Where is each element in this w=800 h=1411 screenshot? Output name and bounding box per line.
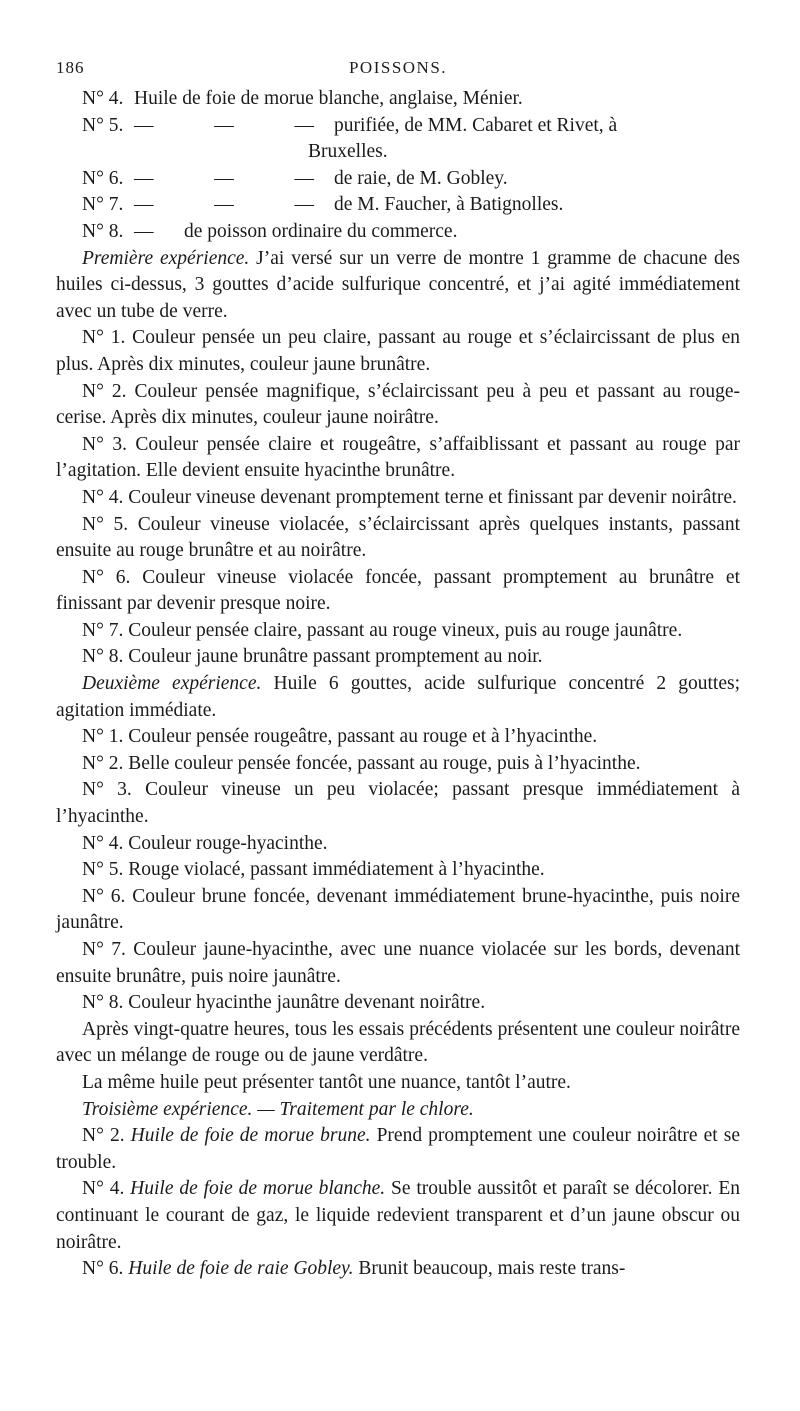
ditto-dash: — — [134, 114, 154, 136]
list-text: purifiée, de MM. Cabaret et Rivet, à — [334, 114, 618, 136]
list-text: de M. Faucher, à Batignolles. — [334, 194, 564, 216]
sample-number: N° 6. — [82, 566, 131, 588]
paragraph-text: Couleur vineuse violacée foncée, passant promptement au brunâtre et finissant par devenir presque noire. — [56, 566, 740, 615]
sample-number: N° 7. — [82, 619, 124, 641]
list-number: N° 6. — [82, 167, 124, 189]
ditto-dashes — [134, 166, 334, 193]
sample-number: N° 4. — [82, 486, 124, 508]
ditto-dash: — — [214, 114, 234, 136]
ditto-dash: — — [294, 194, 314, 216]
list-text: de raie, de M. Gobley. — [334, 167, 508, 189]
sample-number: N° 7. — [82, 939, 126, 960]
sample-number: N° 3. — [82, 779, 132, 801]
book-page — [56, 58, 740, 1283]
paragraph-result — [56, 937, 740, 990]
ditto-dashes — [134, 113, 334, 140]
running-head: POISSONS. — [348, 58, 448, 77]
list-text-continuation: Bruxelles. — [308, 141, 388, 163]
paragraph-result — [56, 618, 740, 645]
list-item-oil-4 — [82, 86, 740, 113]
paragraph-third-experiment — [56, 1097, 740, 1124]
list-item-oil-6 — [82, 166, 740, 193]
paragraph-text: Prend promptement une couleur noirâtre et se trouble. — [56, 1125, 740, 1173]
paragraph-text: Couleur pensée un peu claire, passant au rouge et s’éclaircissant de plus en plus. Après dix minutes, couleur jaune brunâtre. — [56, 327, 740, 375]
paragraph-result — [56, 990, 740, 1017]
paragraph-text: Couleur rouge-hyacinthe. — [123, 832, 328, 854]
paragraph-text: Couleur jaune brunâtre passant promptement au noir. — [123, 646, 543, 668]
paragraph-result — [56, 565, 740, 618]
paragraph-text: Couleur pensée rougeâtre, passant au rouge et à l’hyacinthe. — [123, 726, 598, 748]
list-text: Huile de foie de morue blanche, anglaise, Ménier. — [134, 88, 523, 109]
paragraph-result — [56, 1176, 740, 1256]
page-header — [56, 58, 740, 86]
paragraph-text: Couleur vineuse devenant promptement terne et finissant par devenir noirâtre. — [123, 486, 737, 508]
paragraph-result — [56, 379, 740, 432]
list-item-oil-7 — [82, 192, 740, 219]
sample-number: N° 2. — [82, 1125, 125, 1147]
sample-number: N° 4. — [82, 1178, 125, 1200]
sample-number: N° 2. — [82, 380, 127, 402]
list-number: N° 4. — [82, 88, 124, 109]
sample-number: N° 2. — [82, 752, 124, 774]
paragraph-text: Huile 6 gouttes, acide sulfurique concentré 2 gouttes; agitation immédiate. — [56, 673, 740, 721]
sample-name-italic: Huile de foie de morue brune. — [124, 1125, 371, 1147]
page-number: 186 — [56, 58, 85, 77]
sample-name-italic: Huile de foie de morue blanche. — [124, 1178, 386, 1200]
sample-number: N° 8. — [82, 646, 124, 668]
sample-number: N° 8. — [82, 992, 124, 1014]
ditto-dashes — [134, 192, 334, 219]
paragraph-text: Couleur jaune-hyacinthe, avec une nuance violacée sur les bords, devenant ensuite brunâtre, puis noire jaunâtre. — [56, 939, 740, 987]
list-text: de poisson ordinaire du commerce. — [184, 220, 458, 242]
sample-number: N° 1. — [82, 327, 126, 349]
paragraph-result — [56, 1256, 740, 1283]
paragraph-text: Belle couleur pensée foncée, passant au rouge, puis à l’hyacinthe. — [123, 752, 641, 774]
paragraph-result — [56, 831, 740, 858]
list-item-oil-8 — [82, 219, 740, 246]
paragraph-result — [56, 884, 740, 937]
paragraph-result — [56, 777, 740, 830]
list-number: N° 7. — [82, 194, 124, 216]
ditto-dash: — — [294, 114, 314, 136]
sample-number: N° 3. — [82, 433, 127, 455]
paragraph-observation — [56, 1070, 740, 1097]
paragraph-text: Après vingt-quatre heures, tous les essais précédents présentent une couleur noirâtre avec un mélange de rouge ou de jaune verdâtre. — [56, 1018, 740, 1067]
sample-number: N° 1. — [82, 726, 124, 748]
paragraph-result — [56, 724, 740, 751]
paragraph-second-experiment — [56, 671, 740, 724]
ditto-dash: — — [214, 167, 234, 189]
page-body — [56, 86, 740, 1283]
ditto-dash: — — [134, 167, 154, 189]
paragraph-text: Couleur pensée claire et rougeâtre, s’affaiblissant et passant au rouge par l’agitation. Elle devient ensuite hyacinthe brunâtre. — [56, 433, 740, 482]
sample-number: N° 5. — [82, 513, 129, 535]
sample-name-italic: Huile de foie de raie Gobley. — [123, 1258, 354, 1280]
paragraph-result — [56, 857, 740, 884]
paragraph-result — [56, 644, 740, 671]
paragraph-text: Brunit beaucoup, mais reste trans- — [353, 1258, 626, 1280]
sample-number: N° 6. — [82, 1258, 124, 1280]
ditto-dash: — — [134, 194, 154, 216]
paragraph-first-experiment — [56, 246, 740, 326]
section-heading-italic: Troisième expérience. — Traitement par le chlore. — [82, 1098, 474, 1120]
paragraph-observation — [56, 1017, 740, 1070]
section-heading-italic: Première expérience. — [82, 247, 250, 269]
paragraph-text: Couleur hyacinthe jaunâtre devenant noirâtre. — [123, 992, 486, 1014]
paragraph-result — [56, 485, 740, 512]
sample-number: N° 6. — [82, 885, 126, 907]
paragraph-result — [56, 751, 740, 778]
paragraph-text: Couleur vineuse violacée, s’éclaircissant après quelques instants, passant ensuite au rouge brunâtre et au noirâtre. — [56, 513, 740, 562]
paragraph-text: Couleur vineuse un peu violacée; passant presque immédiatement à l’hyacinthe. — [56, 779, 740, 828]
paragraph-text: La même huile peut présenter tantôt une nuance, tantôt l’autre. — [82, 1071, 571, 1093]
ditto-dash: — — [214, 194, 234, 216]
paragraph-text: Rouge violacé, passant immédiatement à l’hyacinthe. — [123, 859, 545, 881]
list-number: N° 5. — [82, 114, 124, 136]
paragraph-text: Se trouble aussitôt et paraît se décolorer. En continuant le courant de gaz, le liquide redevient transparent et d’un jaune obscur ou noirâtre. — [56, 1178, 740, 1253]
paragraph-text: Couleur brune foncée, devenant immédiatement brune-hyacinthe, puis noire jaunâtre. — [56, 885, 740, 934]
paragraph-result — [56, 1123, 740, 1176]
paragraph-text: Couleur pensée claire, passant au rouge vineux, puis au rouge jaunâtre. — [123, 619, 683, 641]
list-number: N° 8. — [82, 220, 124, 242]
sample-number: N° 4. — [82, 832, 124, 854]
paragraph-text: J’ai versé sur un verre de montre 1 gramme de chacune des huiles ci-dessus, 3 gouttes d’acide sulfurique concentré, et j’ai agité immédiatement avec un tube de verre. — [56, 247, 740, 322]
sample-number: N° 5. — [82, 859, 124, 881]
section-heading-italic: Deuxième expérience. — [82, 673, 262, 695]
list-item-oil-5 — [56, 113, 740, 166]
paragraph-text: Couleur pensée magnifique, s’éclaircissant peu à peu et passant au rouge-cerise. Après dix minutes, couleur jaune noirâtre. — [56, 380, 740, 429]
ditto-dash: — — [294, 167, 314, 189]
paragraph-result — [56, 432, 740, 485]
paragraph-result — [56, 325, 740, 378]
paragraph-result — [56, 512, 740, 565]
ditto-dash: — — [134, 220, 154, 242]
